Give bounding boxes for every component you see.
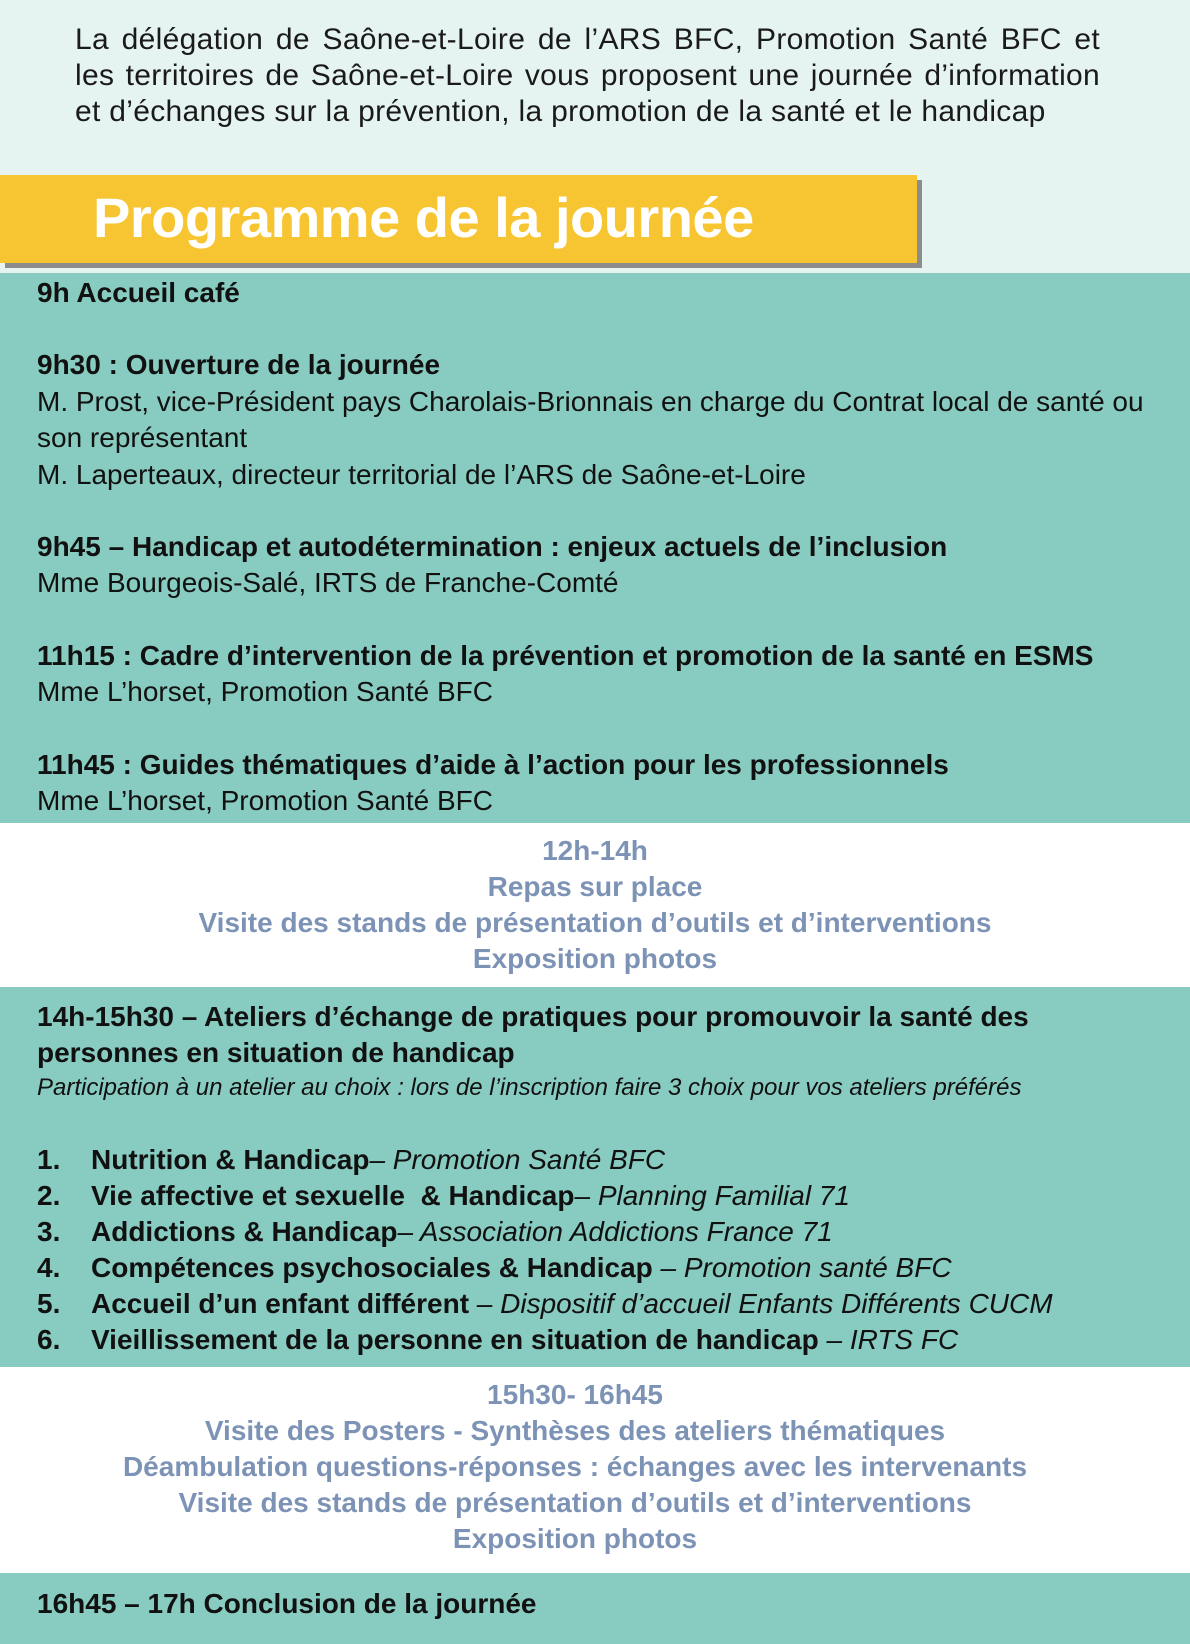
afternoon-section [0, 1367, 1190, 1573]
workshop-title: Accueil d’un enfant différent [91, 1288, 470, 1319]
afternoon-line: Visite des Posters - Synthèses des ateliers thématiques [204, 1415, 946, 1446]
session-title: 11h45 : Guides thématiques d’aide à l’action pour les professionnels [37, 749, 949, 780]
afternoon-line: 15h30- 16h45 [487, 1379, 663, 1410]
lunch-line: Exposition photos [472, 943, 718, 974]
session-speaker: M. Laperteaux, directeur territorial de l’ARS de Saône-et-Loire [37, 459, 806, 490]
workshops-section [0, 987, 1190, 1367]
lunch-section [0, 823, 1190, 987]
workshops-title: 14h-15h30 – Ateliers d’échange de pratiques pour promouvoir la santé des personnes en situation de handicap [37, 1001, 1029, 1068]
workshop-organizer: – Promotion Santé BFC [369, 1144, 666, 1175]
morning-section [0, 273, 1190, 823]
program-banner [0, 175, 917, 263]
workshops-note: Participation à un atelier au choix : lors de l’inscription faire 3 choix pour vos ateliers préférés [37, 1074, 1022, 1101]
workshop-number: 1. [37, 1144, 61, 1175]
program-title: Programme de la journée [93, 186, 754, 249]
workshop-organizer: – IRTS FC [818, 1324, 959, 1355]
session-title: 9h Accueil café [37, 277, 240, 308]
conclusion-title: 16h45 – 17h Conclusion de la journée [37, 1588, 537, 1619]
workshop-title: Vie affective et sexuelle & Handicap [91, 1180, 575, 1211]
workshop-number: 4. [37, 1252, 61, 1283]
session-speaker: M. Prost, vice-Président pays Charolais-Brionnais en charge du Contrat local de santé ou son représentant [37, 386, 1144, 453]
workshop-item [37, 1178, 850, 1214]
lunch-line: Visite des stands de présentation d’outils et d’interventions [198, 907, 992, 938]
workshop-item [37, 1214, 833, 1250]
afternoon-line: Déambulation questions-réponses : échanges avec les intervenants [122, 1451, 1028, 1482]
workshop-organizer: – Planning Familial 71 [574, 1180, 850, 1211]
workshop-number: 3. [37, 1216, 61, 1247]
workshop-title: Vieillissement de la personne en situation de handicap [91, 1324, 819, 1355]
workshop-organizer: – Association Addictions France 71 [397, 1216, 833, 1247]
session-speaker: Mme L’horset, Promotion Santé BFC [37, 785, 493, 816]
workshop-item [37, 1286, 1053, 1322]
workshop-title: Nutrition & Handicap [91, 1144, 370, 1175]
workshop-number: 2. [37, 1180, 61, 1211]
session-speaker: Mme L’horset, Promotion Santé BFC [37, 676, 493, 707]
session-title: 9h45 – Handicap et autodétermination : enjeux actuels de l’inclusion [37, 531, 948, 562]
afternoon-line: Visite des stands de présentation d’outils et d’interventions [178, 1487, 972, 1518]
workshop-item [37, 1142, 665, 1178]
intro-text: La délégation de Saône-et-Loire de l’ARS BFC, Promotion Santé BFC et les territoires de Saône-et-Loire vous proposent une journée d’information et d’échanges sur la prévention, la promotion de la santé et le handicap [75, 23, 1100, 128]
workshop-title: Addictions & Handicap [91, 1216, 398, 1247]
workshop-item [37, 1250, 952, 1286]
afternoon-line: Exposition photos [452, 1523, 698, 1554]
workshop-item [37, 1322, 958, 1358]
workshop-organizer: – Dispositif d’accueil Enfants Différents CUCM [469, 1288, 1053, 1319]
lunch-line: Repas sur place [487, 871, 703, 902]
workshop-organizer: – Promotion santé BFC [652, 1252, 952, 1283]
workshop-title: Compétences psychosociales & Handicap [91, 1252, 653, 1283]
session-title: 9h30 : Ouverture de la journée [37, 349, 441, 380]
conclusion-section [0, 1573, 1190, 1644]
workshop-number: 6. [37, 1324, 61, 1355]
lunch-line: 12h-14h [542, 835, 648, 866]
session-speaker: Mme Bourgeois-Salé, IRTS de Franche-Comté [37, 567, 619, 598]
workshop-number: 5. [37, 1288, 61, 1319]
session-title: 11h15 : Cadre d’intervention de la prévention et promotion de la santé en ESMS [37, 640, 1094, 671]
